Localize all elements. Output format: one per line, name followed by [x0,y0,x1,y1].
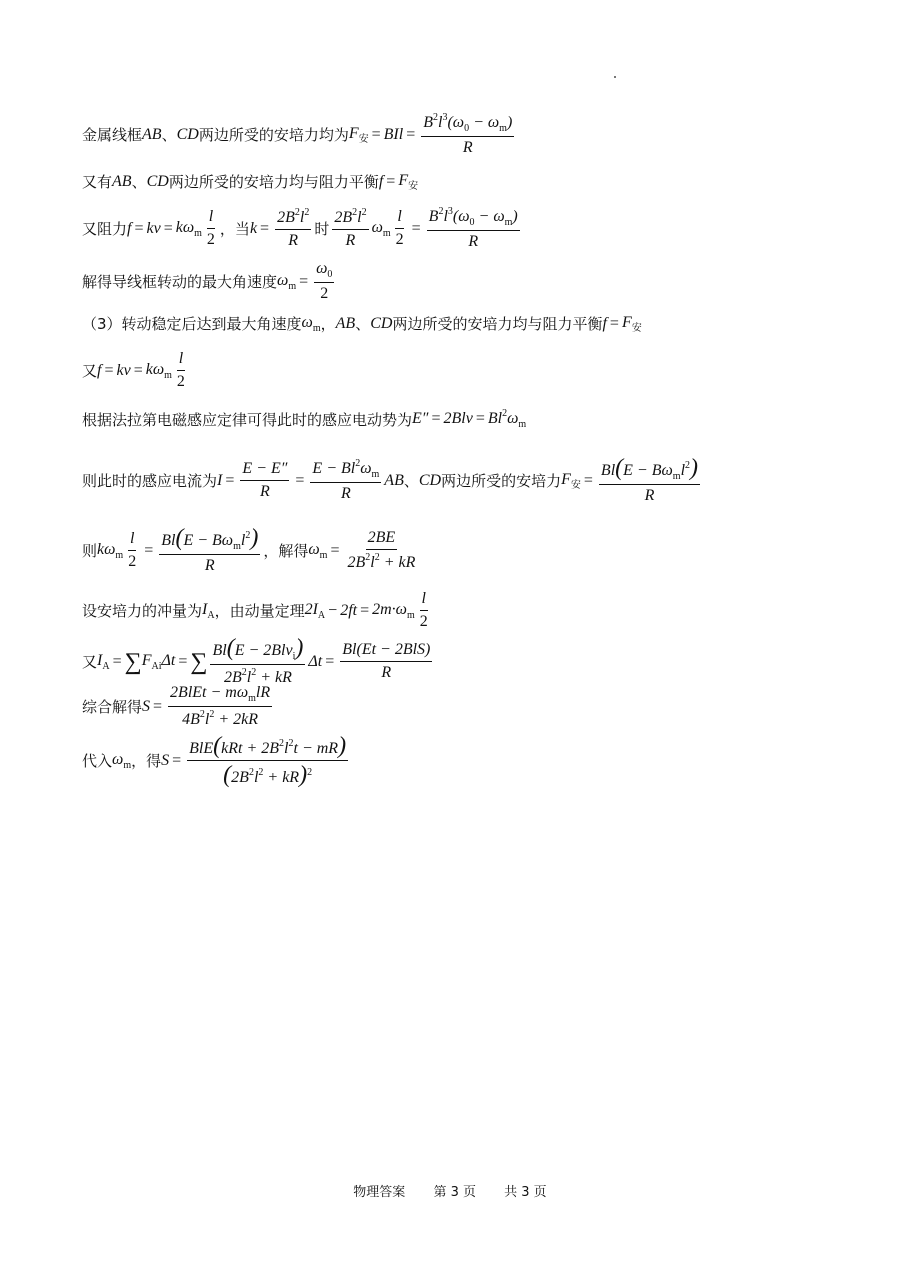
text: ，当 [219,220,250,238]
footer-total-pages: 共 3 页 [504,1185,547,1200]
answer-line-3: 又阻力 f = kv = $k\omega_m$ $\frac{l}{2}$ ，当 k = $\frac{2B^2l^2}{R}$ 时 $\frac{2B^2l^2}{R}$ $\omega_m$ $\frac{l}{2}$ = $\frac{B^2l^3(\omega_0 - \omega_m)}{R}$ [82,206,518,250]
text: 两边所受的安培力均与阻力平衡 [392,315,603,333]
answer-line-8: 则此时的感应电流为 I = $\frac{E - E''}{R}$ = $\frac{E - Bl^2\omega_m}{R}$ AB 、 CD 两边所受的安培力 $F_安$ = $\frac{Bl(E - B\omega_ml^2)}{R}$ [82,455,699,504]
text: 又阻力 [82,220,128,238]
text: ，解得 [263,542,309,560]
text: 又有 [82,173,113,191]
text: 设安培力的冲量为 [82,602,203,620]
answer-line-9: 则 $k\omega_m$ $\frac{l}{2}$ = $\frac{Bl(E - B\omega_ml^2)}{R}$ ，解得 $\omega_m$ = $\frac{2BE}{2B^2l^2 + kR}$ [82,525,416,574]
page-footer [0,1181,900,1200]
answer-line-4: 解得导线框转动的最大角速度 $\omega_m$ = $\frac{\omega_0}{2}$ [82,260,333,302]
text: 两边所受的安培力 [441,472,562,490]
text: 金属线框 [82,126,143,144]
text: 代入 [82,752,113,770]
text: 根据法拉第电磁感应定律可得此时的感应电动势为 [82,410,413,429]
text: 又 [82,653,98,671]
footer-page-number: 第 3 页 [433,1185,476,1200]
text: ， [320,315,336,333]
footer-subject: 物理答案 [353,1185,406,1200]
answer-line-13: 代入 $\omega_m$ ，得 S = $\frac{BlE(kRt + 2B^2l^2t - mR)}{(2B^2l^2 + kR)^2}$ [82,733,347,788]
text: 两边所受的安培力均与阻力平衡 [168,173,379,191]
text: 则此时的感应电流为 [82,472,218,490]
answer-line-6: 又 f = kv = $k\omega_m$ $\frac{l}{2}$ [82,350,185,390]
answer-line-2: 又有 AB 、 CD 两边所受的安培力均与阻力平衡 f = $F_安$ [82,171,419,192]
text: ，由动量定理 [214,602,305,620]
text: ，得 [131,752,162,770]
answer-line-12: 综合解得 S = $\frac{2BlEt - m\omega_mlR}{4B^2l^2 + 2kR}$ [82,684,271,728]
answer-line-1: 金属线框 AB 、 CD 两边所受的安培力均为 $F_安$ = BIl = $\frac{B^2l^3(\omega_0 - \omega_m)}{R}$ [82,112,513,156]
text: 则 [82,542,98,560]
answer-line-7: 根据法拉第电磁感应定律可得此时的感应电动势为 E″ = 2Blv = $Bl^2\omega_m$ [82,408,527,430]
text: 综合解得 [82,698,143,716]
answer-line-10: 设安培力的冲量为 $I_A$ ，由动量定理 $2I_A$ − 2ft = $2m\cdot\omega_m$ $\frac{l}{2}$ [82,590,428,630]
text: 解得导线框转动的最大角速度 [82,273,278,291]
text: 两边所受的安培力均为 [198,126,349,144]
text: （3）转动稳定后达到最大角速度 [82,315,302,333]
text: 又 [82,362,98,380]
answer-line-5: （3）转动稳定后达到最大角速度 $\omega_m$ ， AB 、 CD 两边所受的安培力均与阻力平衡 f = $F_安$ [82,313,642,334]
answer-line-11: 又 $I_A$ = ∑ $F_{Ai}\Delta t$ = ∑ $\frac{Bl(E - 2Blv_i)}{2B^2l^2 + kR}$ Δt = $\frac{\text{Bl(Et − 2BlS)}}{R}$ [82,635,431,686]
stray-dot [614,76,616,78]
text: 时 [314,220,330,238]
